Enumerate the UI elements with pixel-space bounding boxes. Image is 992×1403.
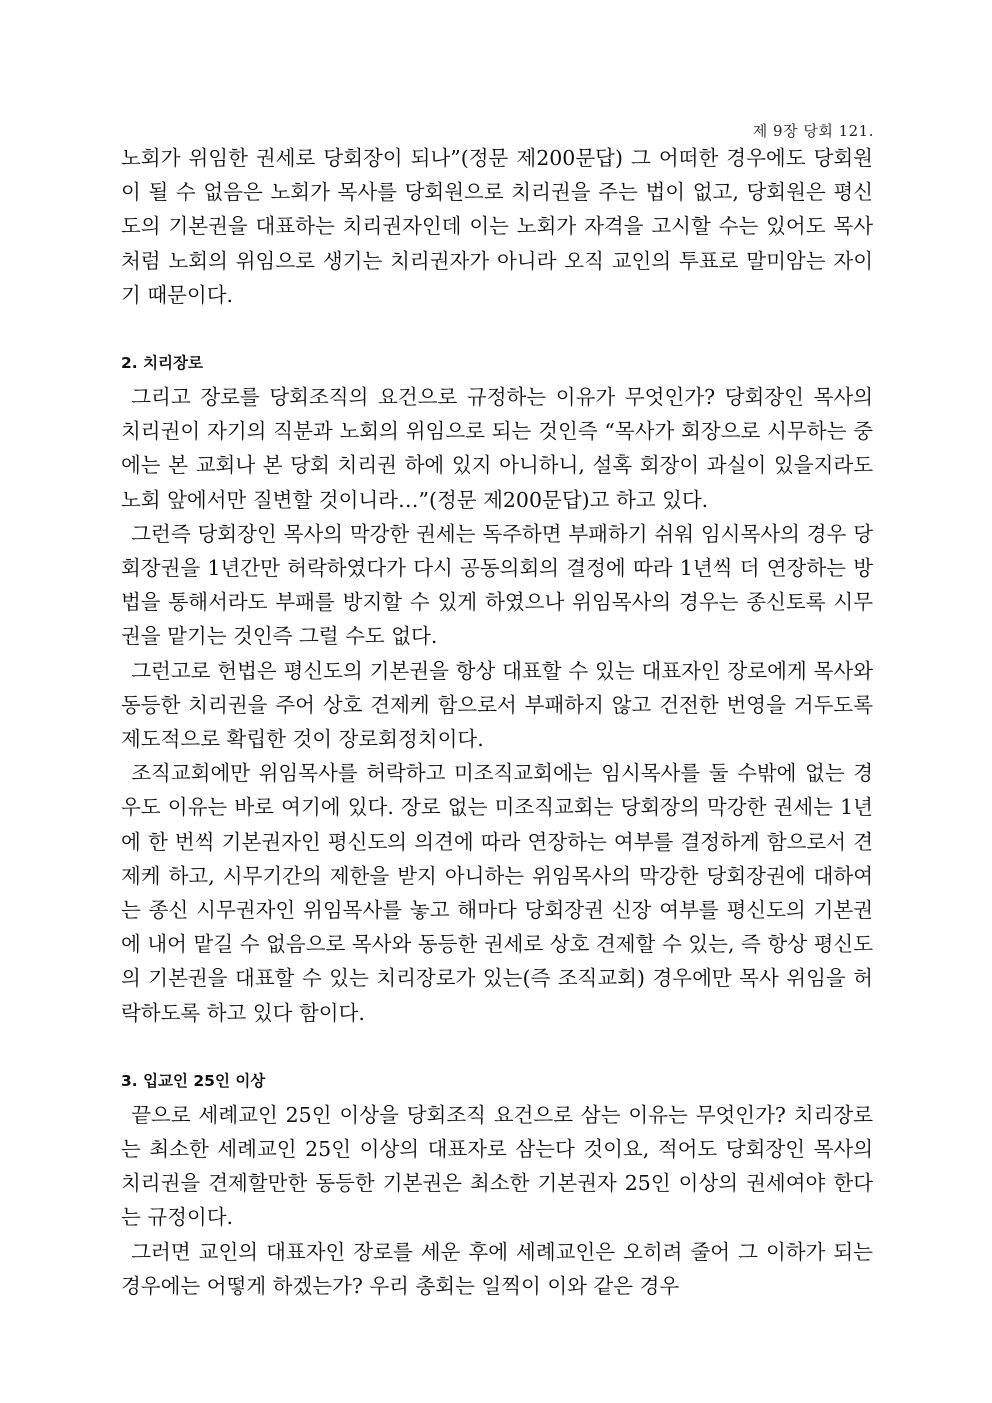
section2-paragraph-1: 그리고 장로를 당회조직의 요건으로 규정하는 이유가 무엇인가? 당회장인 목사의 치리권이 자기의 직분과 노회의 위임으로 되는 것인즉 “목사가 회장으로 시무하는 중에는 본 교회나 본 당회 치리권 하에 있지 아니하니, 설혹 회장이 과실이 있을지라도 노회 앞에서만 질변할 것이니라…”(정문 제200문답)고 하고 있다. <box>121 385 873 512</box>
spacer <box>121 312 873 346</box>
section3-paragraph-2: 그러면 교인의 대표자인 장로를 세운 후에 세례교인은 오히려 줄어 그 이하가 되는 경우에는 어떻게 하겠는가? 우리 총회는 일찍이 이와 같은 경우 <box>121 1239 873 1298</box>
section2-paragraph-3: 그런고로 헌법은 평신도의 기본권을 항상 대표할 수 있는 대표자인 장로에게 목사와 동등한 치리권을 주어 상호 견제케 함으로서 부패하지 않고 건전한 번영을 거두도록 제도적으로 확립한 것이 장로회정치이다. <box>121 658 873 752</box>
spacer <box>121 1030 873 1064</box>
section2-paragraph-4: 조직교회에만 위임목사를 허락하고 미조직교회에는 임시목사를 둘 수밖에 없는 경우도 이유는 바로 여기에 있다. 장로 없는 미조직교회는 당회장의 막강한 권세는 1년에 한 번씩 기본권자인 평신도의 의견에 따라 연장하는 여부를 결정하게 함으로서 견제케 하고, 시무기간의 제한을 받지 아니하는 위임목사의 막강한 당회장권에 대하여는 종신 시무권자인 위임목사를 놓고 해마다 당회장권 신장 여부를 평신도의 기본권에 내어 맡길 수 없음으로 목사와 동등한 권세로 상호 견제할 수 있는, 즉 항상 평신도의 기본권을 대표할 수 있는 치리장로가 있는(즉 조직교회) 경우에만 목사 위임을 허락하도록 하고 있다 함이다. <box>121 761 873 1025</box>
section3-paragraph-1: 끝으로 세례교인 25인 이상을 당회조직 요건으로 삼는 이유는 무엇인가? 치리장로는 최소한 세례교인 25인 이상의 대표자로 삼는다 것이요, 적어도 당회장인 목사의 치리권을 견제할만한 동등한 기본권은 최소한 기본권자 25인 이상의 권세여야 한다는 규정이다. <box>121 1102 873 1230</box>
section2-paragraph-2: 그런즉 당회장인 목사의 막강한 권세는 독주하면 부패하기 쉬워 임시목사의 경우 당회장권을 1년간만 허락하였다가 다시 공동의회의 결정에 따라 1년씩 더 연장하는 방법을 통해서라도 부패를 방지할 수 있게 하였으나 위임목사의 경우는 종신토록 시무권을 맡기는 것인즉 그럴 수도 없다. <box>121 521 873 649</box>
running-header: 제 9장 당회 121. <box>752 122 874 140</box>
section-heading-2: 2. 치리장로 <box>121 354 203 373</box>
section-heading-3: 3. 입교인 25인 이상 <box>121 1071 266 1090</box>
body-text <box>121 141 873 1303</box>
paragraph-intro: 노회가 위임한 권세로 당회장이 되나”(정문 제200문답) 그 어떠한 경우에도 당회원이 될 수 없음은 노회가 목사를 당회원으로 치리권을 주는 법이 없고, 당회원은 평신도의 기본권을 대표하는 치리권자인데 이는 노회가 자격을 고시할 수는 있어도 목사처럼 노회의 위임으로 생기는 치리권자가 아니라 오직 교인의 투표로 말미암는 자이기 때문이다. <box>121 146 873 307</box>
